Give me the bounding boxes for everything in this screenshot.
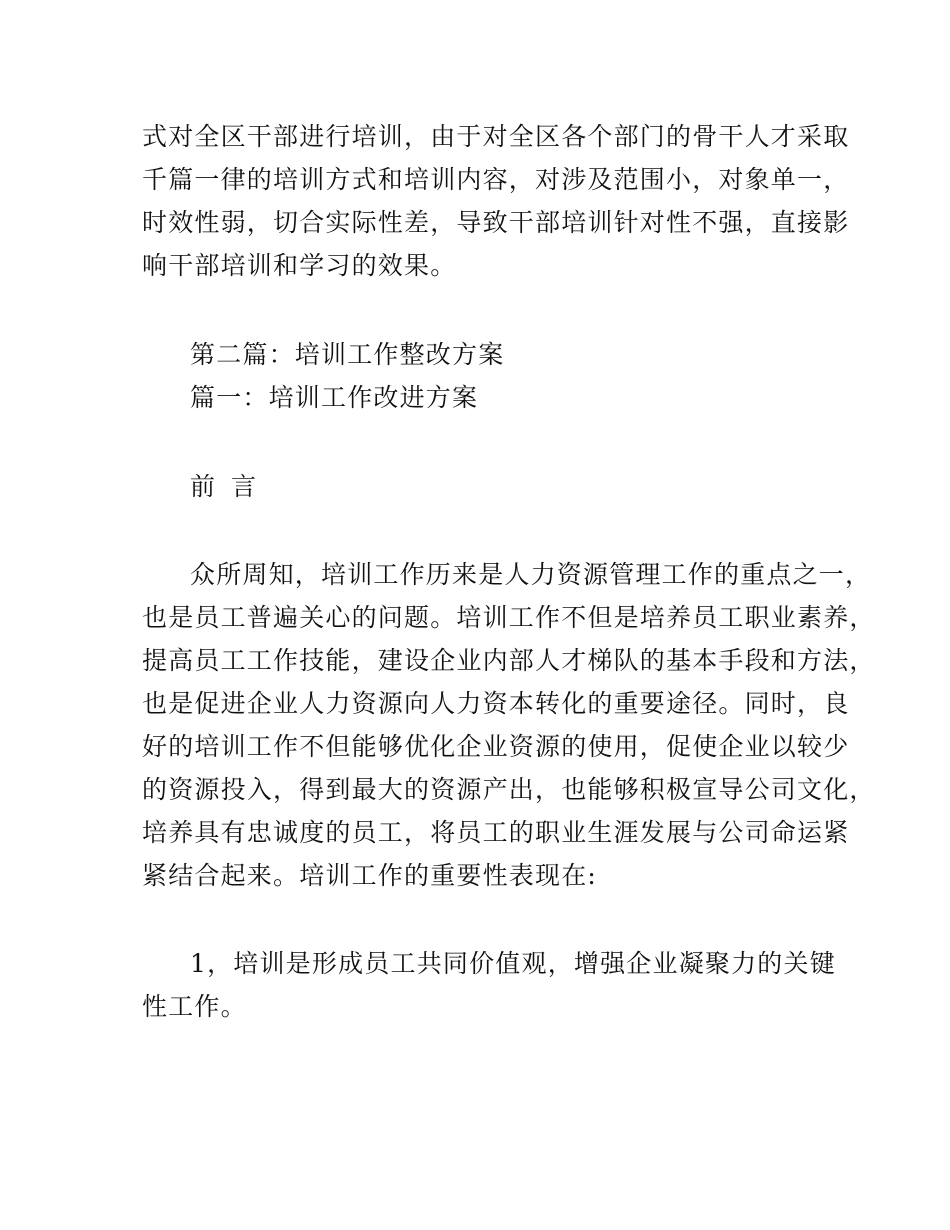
section-title: 第二篇：培训工作整改方案 [190,340,505,369]
list-item-line: 1，培训是形成员工共同价值观，增强企业凝聚力的关键 [190,949,836,978]
paragraph-line: 众所周知，培训工作历来是人力资源管理工作的重点之一， [190,560,872,589]
paragraph-line: 紧结合起来。培训工作的重要性表现在: [142,861,598,890]
paragraph-line: 的资源投入，得到最大的资源产出，也能够积极宣导公司文化， [142,775,876,804]
paragraph-line: 式对全区干部进行培训，由于对全区各个部门的骨干人才采取 [142,122,850,151]
preface-title: 前 言 [190,472,260,501]
paragraph-line: 也是促进企业人力资源向人力资本转化的重要途径。同时，良 [142,689,850,718]
paragraph-line: 也是员工普遍关心的问题。培训工作不但是培养员工职业素养， [142,603,876,632]
paragraph-line: 千篇一律的培训方式和培训内容，对涉及范围小，对象单一， [142,165,850,194]
subsection-title: 篇一：培训工作改进方案 [190,383,479,412]
paragraph-line: 培养具有忠诚度的员工，将员工的职业生涯发展与公司命运紧 [142,818,850,847]
paragraph-line: 响干部培训和学习的效果。 [142,251,457,280]
paragraph-line: 时效性弱，切合实际性差，导致干部培训针对性不强，直接影 [142,208,850,237]
paragraph-line: 提高员工工作技能，建设企业内部人才梯队的基本手段和方法， [142,646,876,675]
list-item-line: 性工作。 [142,992,247,1021]
paragraph-line: 好的培训工作不但能够优化企业资源的使用，促使企业以较少 [142,732,850,761]
